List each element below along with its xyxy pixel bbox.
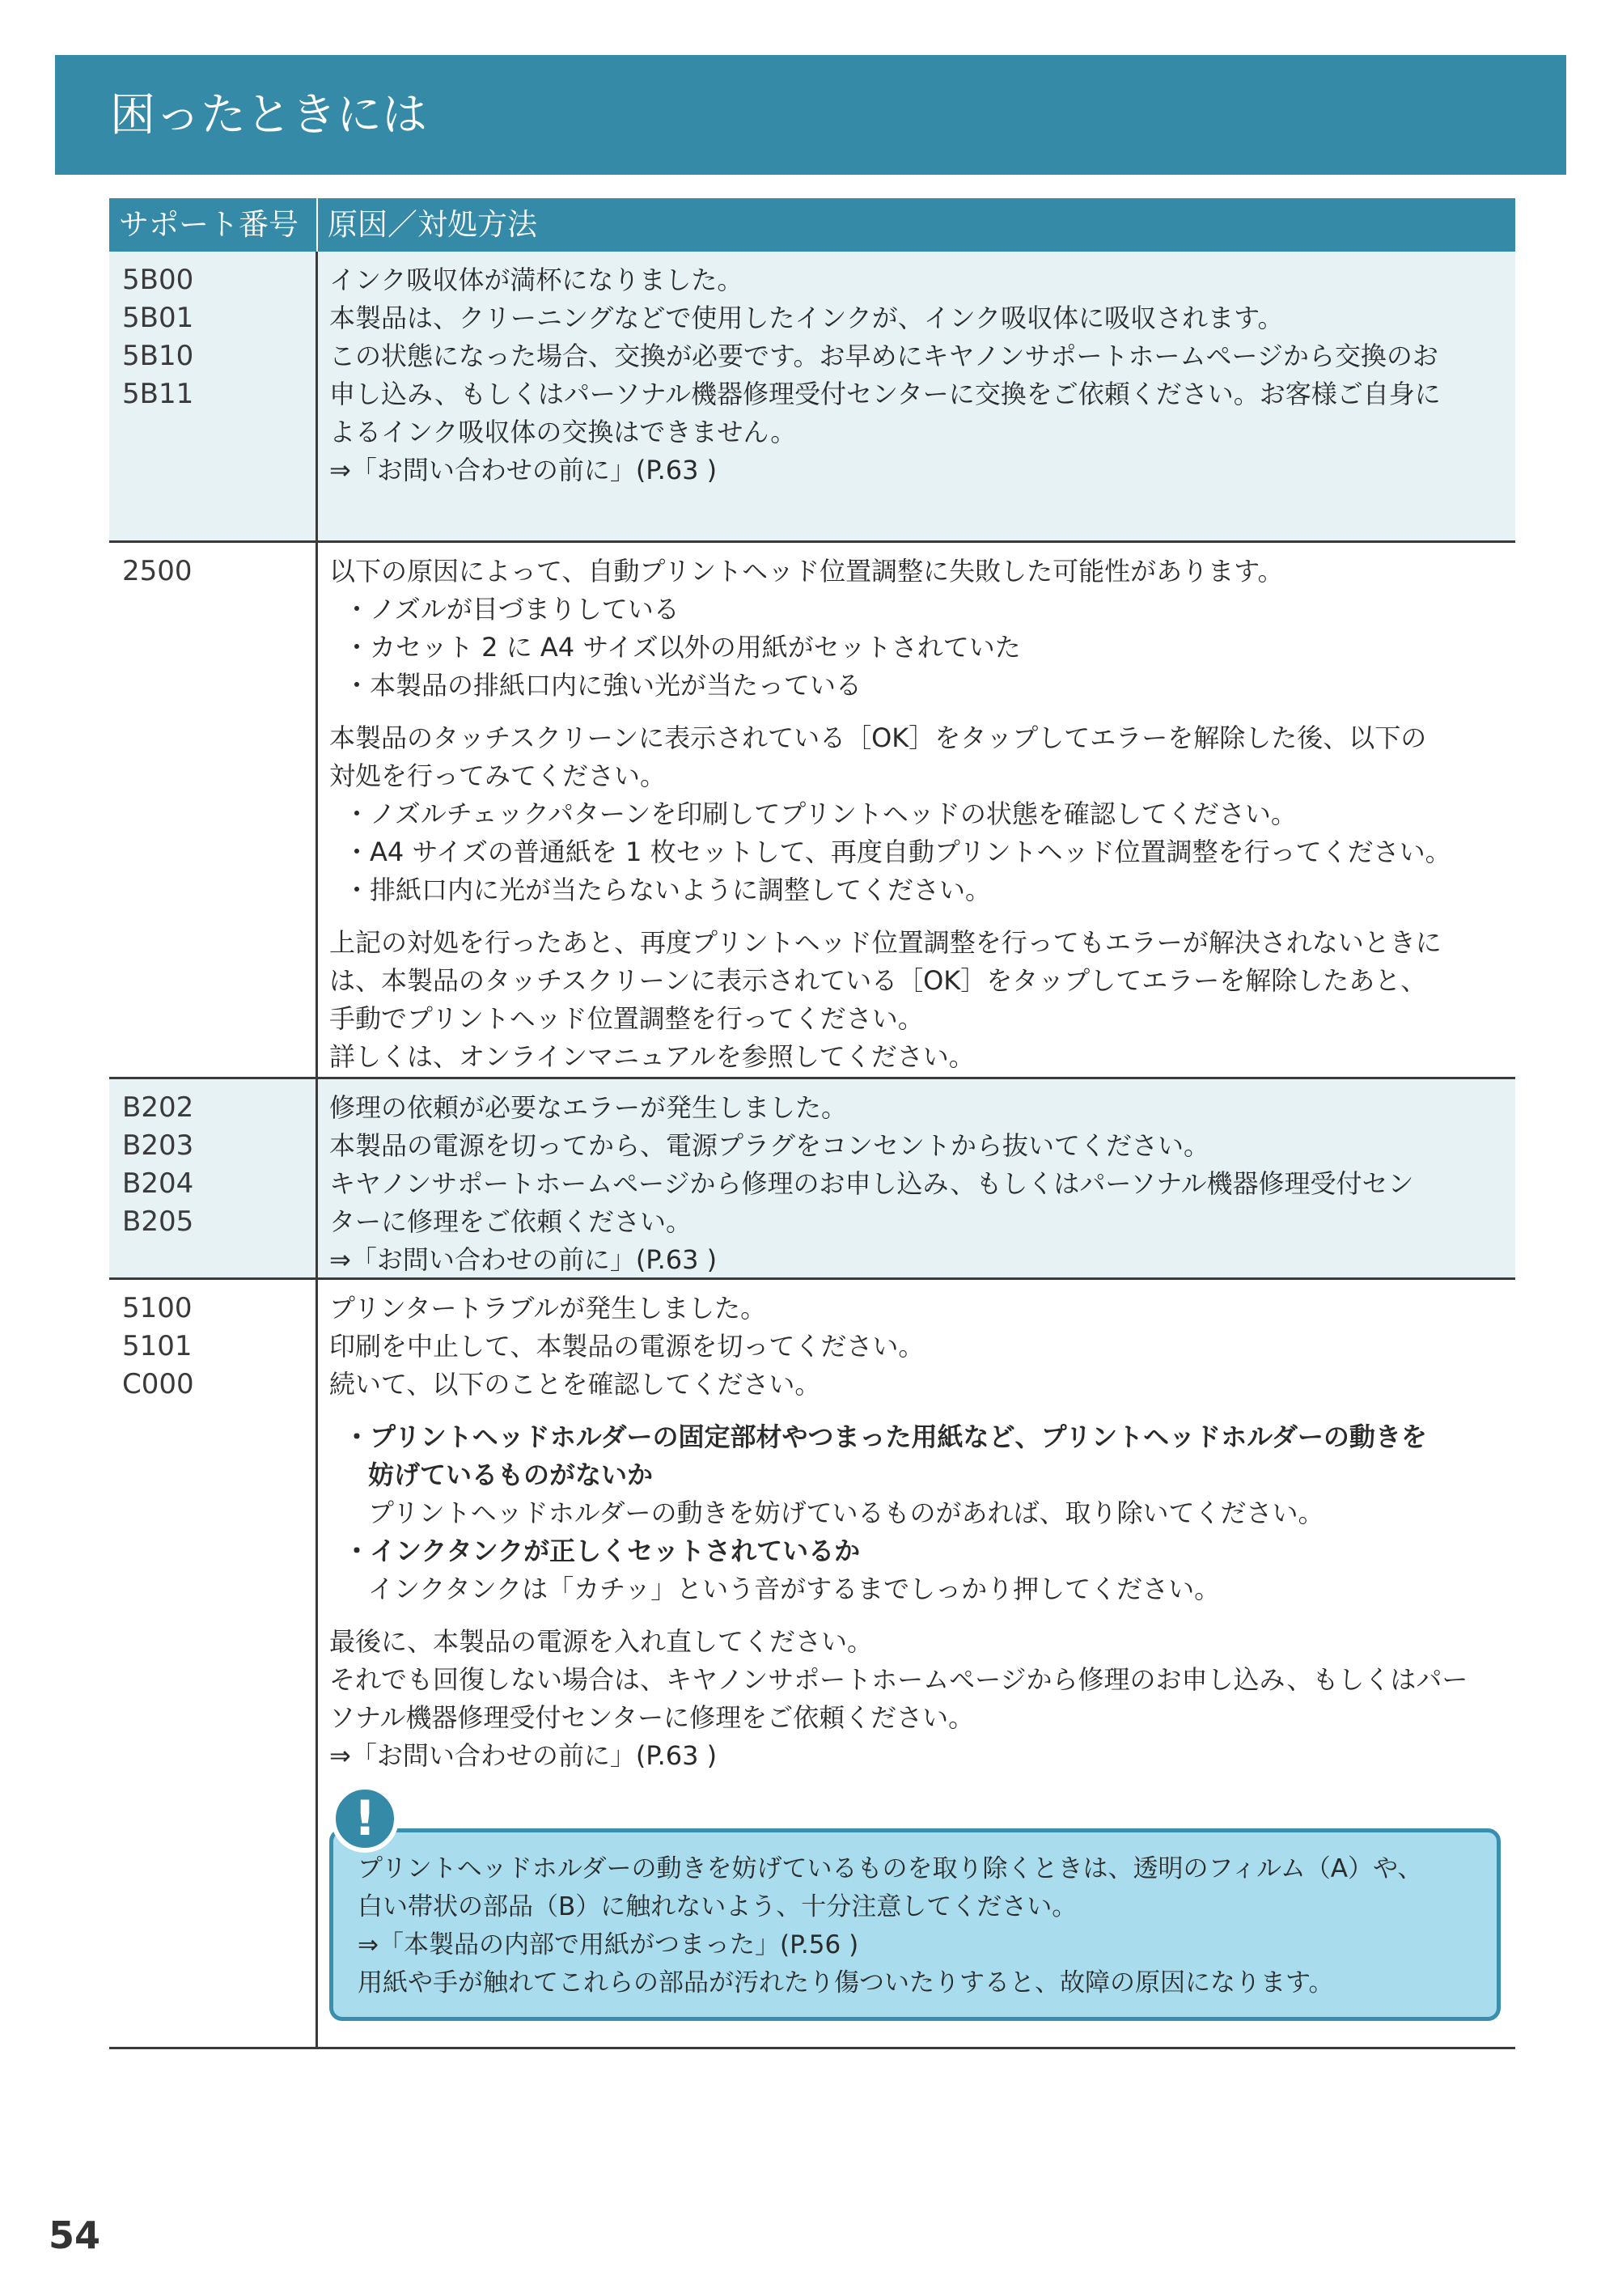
support-code-table — [109, 198, 1515, 2049]
support-code: B202 — [122, 1091, 194, 1124]
check-item-title: ・プリントヘッドホルダーの固定部材やつまった用紙など、プリントヘッドホルダーの動きを — [344, 1421, 1427, 1452]
bullet-item: ・カセット 2 に A4 サイズ以外の用紙がセットされていた — [344, 632, 1021, 663]
text-line: ターに修理をご依頼ください。 — [329, 1206, 693, 1237]
support-codes — [109, 1280, 318, 2047]
support-code: B205 — [122, 1205, 194, 1238]
bullet-item: ・本製品の排紙口内に強い光が当たっている — [344, 670, 862, 701]
support-code: 5B00 — [122, 264, 194, 296]
page-header — [55, 55, 1566, 175]
note-line: 白い帯状の部品（B）に触れないよう、十分注意してください。 — [358, 1892, 1078, 1921]
note-line: プリントヘッドホルダーの動きを妨げているものを取り除くときは、透明のフィルム（A）や、 — [358, 1854, 1423, 1883]
support-code: B203 — [122, 1129, 194, 1162]
support-code: C000 — [122, 1368, 194, 1400]
support-code: 5B10 — [122, 340, 194, 372]
text-line: 本製品のタッチスクリーンに表示されている［OK］をタップしてエラーを解除した後、以下の — [329, 722, 1427, 753]
table-row — [109, 1280, 1515, 2049]
support-code: 2500 — [122, 555, 193, 587]
table-row — [109, 252, 1515, 543]
check-item-body: インクタンクは「カチッ」という音がするまでしっかり押してください。 — [368, 1574, 1221, 1604]
column-header-cause-solution: 原因／対処方法 — [328, 207, 537, 242]
text-line: 上記の対処を行ったあと、再度プリントヘッド位置調整を行ってもエラーが解決されないときに — [329, 927, 1442, 958]
check-item-body: プリントヘッドホルダーの動きを妨げているものがあれば、取り除いてください。 — [368, 1497, 1324, 1528]
reference-link: ⇒「本製品の内部で用紙がつまった」(P.56 ) — [358, 1930, 859, 1959]
caution-box — [329, 1828, 1501, 2021]
text-line: よるインク吸収体の交換はできません。 — [329, 417, 797, 447]
column-header-support-number: サポート番号 — [109, 198, 318, 252]
bullet-item: ・排紙口内に光が当たらないように調整してください。 — [344, 875, 992, 905]
cause-solution — [318, 1079, 1515, 1277]
table-row — [109, 543, 1515, 1079]
cause-solution — [318, 252, 1515, 540]
text-line: 以下の原因によって、自動プリントヘッド位置調整に失敗した可能性があります。 — [329, 556, 1284, 587]
page-title: 困ったときには — [110, 89, 427, 142]
table-header — [109, 198, 1515, 252]
reference-link: ⇒「お問い合わせの前に」(P.63 ) — [329, 1244, 718, 1275]
check-item-title: ・インクタンクが正しくセットされているか — [344, 1536, 861, 1566]
reference-link: ⇒「お問い合わせの前に」(P.63 ) — [329, 1740, 718, 1771]
page-number: 54 — [49, 2213, 101, 2257]
note-line: 用紙や手が触れてこれらの部品が汚れたり傷ついたりすると、故障の原因になります。 — [358, 1968, 1334, 1997]
exclamation-icon: ! — [331, 1785, 399, 1853]
text-line: 印刷を中止して、本製品の電源を切ってください。 — [329, 1331, 925, 1362]
check-item-title: 妨げているものがないか — [368, 1459, 654, 1490]
text-line: それでも回復しない場合は、キヤノンサポートホームページから修理のお申し込み、もしくはパー — [329, 1664, 1468, 1695]
reference-link: ⇒「お問い合わせの前に」(P.63 ) — [329, 455, 718, 485]
text-line: は、本製品のタッチスクリーンに表示されている［OK］をタップしてエラーを解除したあと、 — [329, 965, 1427, 996]
text-line: プリンタートラブルが発生しました。 — [329, 1293, 767, 1324]
text-line: 修理の依頼が必要なエラーが発生しました。 — [329, 1092, 848, 1123]
text-line: インク吸収体が満杯になりました。 — [329, 265, 743, 295]
bullet-item: ・ノズルチェックパターンを印刷してプリントヘッドの状態を確認してください。 — [344, 799, 1297, 829]
text-line: この状態になった場合、交換が必要です。お早めにキヤノンサポートホームページから交換のお — [329, 341, 1438, 371]
support-codes — [109, 543, 318, 1077]
cause-solution — [318, 1280, 1515, 2047]
bullet-item: ・A4 サイズの普通紙を 1 枚セットして、再度自動プリントヘッド位置調整を行ってください。 — [344, 837, 1451, 867]
text-line: キヤノンサポートホームページから修理のお申し込み、もしくはパーソナル機器修理受付セン — [329, 1168, 1414, 1199]
support-code: 5B01 — [122, 302, 194, 334]
support-code: 5101 — [122, 1330, 193, 1362]
text-line: ソナル機器修理受付センターに修理をご依頼ください。 — [329, 1702, 975, 1733]
text-line: 手動でプリントヘッド位置調整を行ってください。 — [329, 1003, 924, 1034]
support-codes — [109, 252, 318, 540]
text-line: 最後に、本製品の電源を入れ直してください。 — [329, 1626, 874, 1657]
support-code: B204 — [122, 1167, 194, 1200]
table-row — [109, 1079, 1515, 1280]
cause-solution — [318, 543, 1515, 1077]
bullet-item: ・ノズルが目づまりしている — [344, 594, 680, 625]
text-line: 詳しくは、オンラインマニュアルを参照してください。 — [329, 1041, 975, 1072]
text-line: 申し込み、もしくはパーソナル機器修理受付センターに交換をご依頼ください。お客様ご自身に — [329, 379, 1441, 409]
support-code: 5B11 — [122, 378, 194, 410]
support-code: 5100 — [122, 1292, 193, 1324]
text-line: 本製品は、クリーニングなどで使用したインクが、インク吸収体に吸収されます。 — [329, 303, 1284, 333]
text-line: 対処を行ってみてください。 — [329, 760, 667, 791]
text-line: 続いて、以下のことを確認してください。 — [329, 1369, 821, 1400]
text-line: 本製品の電源を切ってから、電源プラグをコンセントから抜いてください。 — [329, 1130, 1210, 1161]
support-codes — [109, 1079, 318, 1277]
caution-note — [329, 1785, 1501, 2021]
